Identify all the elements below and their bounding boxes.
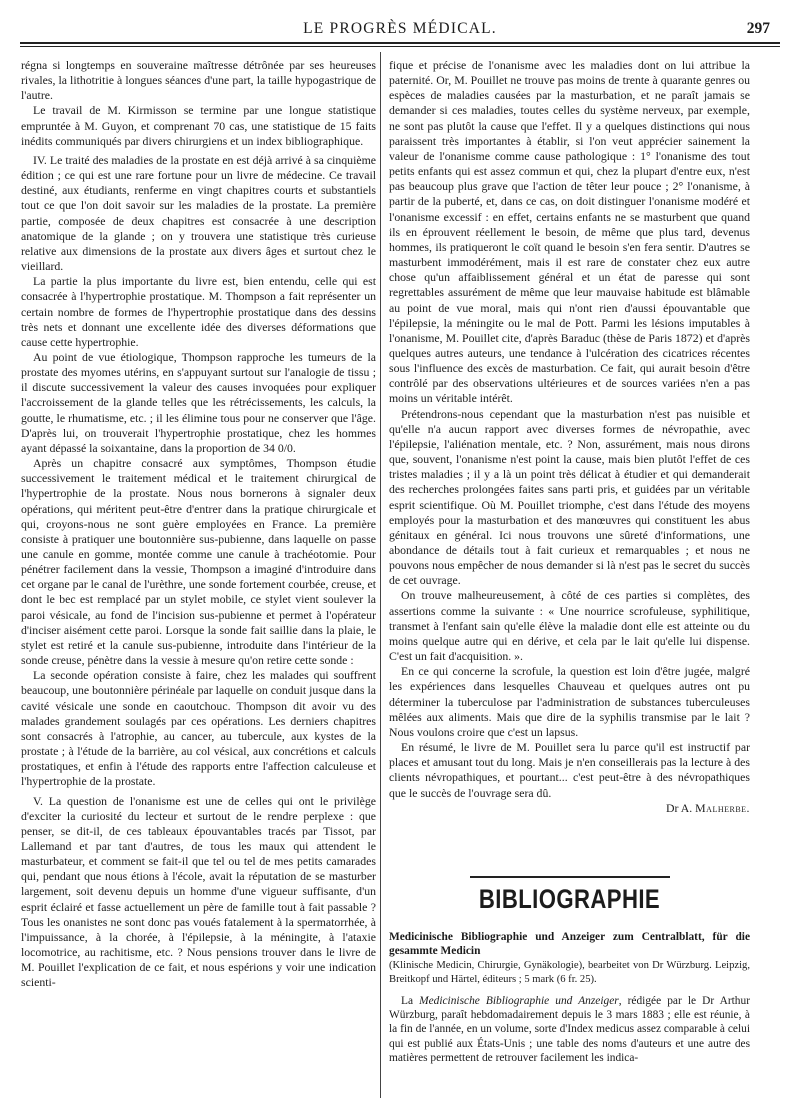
header-rule-thick <box>20 42 780 44</box>
entry-meta: (Klinische Medicin, Chirurgie, Gynäkologie), bearbeitet von Dr Würzburg. Leipzig, Breitkopf und Härtel, éditeurs ; 5 mark (6 fr. 25). <box>389 959 750 986</box>
column-divider <box>380 52 381 1098</box>
page-number: 297 <box>746 20 770 37</box>
paragraph: Après un chapitre consacré aux symptômes, Thompson étudie successivement le traitement médical et le traitement chirurgical de l'hypertrophie de la prostate. Nous nous bornerons à signaler deux opérations, qui méritent peut-être d'entrer dans la pratique chirurgicale et qui, croyons-nous ne sont guère employées en France. La première consiste à pratiquer une boutonnière sus-pubienne, dans laquelle on passe une canule en gomme, montée comme une canule à trachéotomie. Pour pénétrer facilement dans la vessie, Thompson a imaginé d'introduire dans cet organe par le canal de l'urèthre, une sonde fortement courbée, creuse, et dont le bec est remplacé par un stylet mobile, ce stylet vient soulever la paroi vésicale, au fond de l'incision sus-pubienne et permet à l'opérateur d'inciser aisément cette paroi. Lorsque la sonde fait saillie dans la plaie, le stylet est retiré et la canule sus-pubienne, introduite dans l'intérieur de la sonde creuse, pénètre dans la vessie à mesure qu'on retire cette sonde : <box>21 456 376 668</box>
paragraph: En résumé, le livre de M. Pouillet sera lu parce qu'il est instructif par places et amusant tout du long. Mais je n'en conseillerais pas la lecture à des clients névropathiques, et pourtant... c'est peut-être à des névropathiques que le succès de l'ouvrage sera dû. <box>389 740 750 800</box>
paragraph: fique et précise de l'onanisme avec les maladies dont on lui attribue la paternité. Or, M. Pouillet ne trouve pas moins de trente à quarante genres ou espèces de maladies causées par la masturbation, et ne paraît jamais se demander si ces maladies, toutes celles du système nerveux, par exemple, ne sont pas plutôt la cause que l'effet. Il y a quelques distinctions qui nous paraissent très importantes à établir, si l'on veut apprécier sainement la valeur de l'onanisme comme cause pathologique : 1° l'onanisme des tout petits enfants qui est assez commun et qui, chez la plupart d'entre eux, n'est pas beaucoup plus grave que l'action de têter leur pouce ; 2° l'onanisme, à partir de la puberté, et, dans ce cas, on doit distinguer l'onanisme modéré et l'onanisme excessif : en effet, certains enfants ne se masturbent que quand ils en éprouvent réellement le besoin, de même que plus tard, devenus hommes, ils pratiqueront le coït quand le besoin s'en fera sentir. D'autres se masturbent immodérément, mais il est rare de constater chez eux autre chose qu'un affaiblissement général et un état de paresse qui sont regrettables assurément de même que leur mauvaise habitude est blâmable au point de vue moral, mais qui n'ont rien d'aussi épouvantable que l'épilepsie, la méningite ou le mal de Pott. Parmi les lésions imputables à l'onanisme, M. Pouillet cite, d'après Baraduc (thèse de Paris 1872) et d'après quelques autres auteurs, une tendance à l'ulcération des cicatrices récentes sous l'influence des excès de masturbation. Ce fait, qui aurait besoin d'être contrôlé par des observations ultérieures et de sources variées n'en a pas moins un véritable intérêt. <box>389 58 750 406</box>
section-title: BIBLIOGRAPHIE <box>478 884 661 914</box>
paragraph: La partie la plus importante du livre est, bien entendu, celle qui est consacrée à l'hypertrophie prostatique. M. Thompson a fait représenter un certain nombre de formes de l'hypertrophie prostatique dans des dessins très nets et donnant une excellente idée des diverses déformations que cause cette hypertrophie. <box>21 274 376 349</box>
paragraph: IV. Le traité des maladies de la prostate en est déjà arrivé à sa cinquième édition ; ce qui est une rare fortune pour un livre de médecine. Ce travail destiné, aux étudiants, renferme en vingt chapitres courts et substantiels tout ce que l'on doit savoir sur les maladies de la prostate. La première partie, composée de deux chapitres est consacrée à une description anatomique de la glande ; on y trouvera une statistique très curieuse relative aux dimensions de la prostate aux divers âges et surtout chez le vieillard. <box>21 152 376 274</box>
signature-prefix: Dr A. <box>666 800 696 815</box>
right-column <box>389 58 750 816</box>
bibliography-header <box>389 876 750 915</box>
bibliography-entry <box>389 930 750 1066</box>
signature-name: Malherbe. <box>695 800 750 815</box>
entry-body <box>389 994 750 1066</box>
paragraph: On trouve malheureusement, à côté de ces parties si complètes, des assertions comme la suivante : « Une nourrice scrofuleuse, syphilitique, transmet à l'enfant sain qu'elle élève la maladie dont elle est atteinte ou du moins quelque autre qui en dérive, et cela par le lait qu'elle lui dispense. C'est un fait d'acquisition. ». <box>389 588 750 664</box>
paragraph: V. La question de l'onanisme est une de celles qui ont le privilège d'exciter la curiosité du lecteur et surtout de le rendre perplexe : que penser, se dit-il, de ces tableaux épouvantables tracés par Tissot, par Lallemand et par tant d'autres, de tous les maux qui attendent le masturbateur, et comment se fait-il que tel ou tel de mes petits camarades qui, pendant que nous étions à l'école, avait la réputation de se masturber largement, soit devenu depuis un homme d'une vigueur suffisante, d'un esprit éclairé et fasse actuellement un père de famille tout à fait passable ? Tous les onanistes ne sont donc pas voués fatalement à la spermatorrhée, à l'impuissance, à la chorée, à l'épilepsie, à la méningite, à l'ataxie locomotrice, au rachitisme, etc. ? Nous pensions trouver dans le livre de M. Pouillet l'explication de ce fait, et nous espérions y voir une indication scienti- <box>21 793 376 990</box>
entry-title: Medicinische Bibliographie und Anzeiger zum Centralblatt, für die gesammte Medicin <box>389 931 750 958</box>
entry-body-text: , rédigée par le Dr Arthur Würzburg, paraît hebdomadairement depuis le 3 mars 1883 ; elle est réunie, à la fin de l'année, en un volume, sorte d'Index medicus assez comparable à celui qui est publié aux États-Unis ; une table des noms d'auteurs et une autre des matières permettent de retrouver facilement les indica- <box>389 994 750 1065</box>
paragraph: Au point de vue étiologique, Thompson rapproche les tumeurs de la prostate des myomes utérins, en s'appuyant surtout sur l'analogie de tissu ; il discute successivement la valeur des causes invoquées pour expliquer l'accroissement de la glande telles que les rétrécissements, les calculs, la goutte, le rhumatisme, etc. ; il les élimine tous pour ne conserver que l'âge. D'après lui, on trouverait l'hypertrophie prostatique, chez les hommes ayant dépassé la soixantaine, dans la proportion de 34 0/0. <box>21 349 376 455</box>
signature <box>389 801 750 816</box>
section-rule <box>470 876 670 878</box>
paragraph: En ce qui concerne la scrofule, la question est loin d'être jugée, malgré les expériences dans lesquelles Chauveau et quelques autres ont pu déterminer la tuberculose par l'administration de substances tuberculeuses mêlées aux aliments. Mais que dire de la syphilis transmise par le lait ? Nous voulons croire que c'est un lapsus. <box>389 664 750 739</box>
entry-body-lead: La <box>401 994 420 1007</box>
entry-body-italic: Medicinische Bibliographie und Anzeiger <box>419 994 619 1007</box>
left-column <box>21 58 376 1098</box>
paragraph: Le travail de M. Kirmisson se termine par une longue statistique empruntée à M. Guyon, et comprenant 70 cas, une statistique de 15 faits inédits communiqués par divers chirurgiens et un index bibliographique. <box>21 103 376 148</box>
header-rule-thin <box>20 46 780 47</box>
page-header <box>20 20 780 42</box>
paragraph: La seconde opération consiste à faire, chez les malades qui souffrent beaucoup, une boutonnière périnéale par laquelle on conduit jusque dans la cavité vésicale une sonde en caoutchouc. Thompson dit avoir vu des malades grandement soulagés par ces opérations. Les derniers chapitres sont consacrés à l'atrophie, au cancer, au tubercule, aux kystes de la prostate ; à l'étude de la barrière, au col vésical, aux concrétions et calculs prostatiques, et enfin à l'étude des rapports entre l'affection calculeuse et l'hypertrophie de la prostate. <box>21 668 376 789</box>
paragraph: régna si longtemps en souveraine maîtresse détrônée par ses heureuses rivales, la lithotritie à longues séances d'une part, la taille hypogastrique de l'autre. <box>21 58 376 103</box>
paragraph: Prétendrons-nous cependant que la masturbation n'est pas nuisible et qu'elle n'a aucun rapport avec diverses formes de névropathie, avec l'épilepsie, l'aliénation mentale, etc. ? Non, assurément, mais nous dirons que, souvent, l'onanisme n'est point la cause, mais bien plutôt l'effet de ces tristes maladies ; il y a là un point très délicat à étudier et qui demanderait des recherches prolongées faites sans parti pris, et guidées par un véritable esprit scientifique. Où M. Pouillet triomphe, c'est dans l'étude des moyens employés pour la masturbation et des manœuvres qui constituent les abus génitaux en général. Ici nous trouvons une sûreté d'informations, une abondance de détails tout à fait curieux et remarquables ; et nous ne pouvons nous empêcher de nous demander si là n'est pas le secret du succès de cet ouvrage. <box>389 406 750 588</box>
running-title: LE PROGRÈS MÉDICAL. <box>303 20 497 37</box>
